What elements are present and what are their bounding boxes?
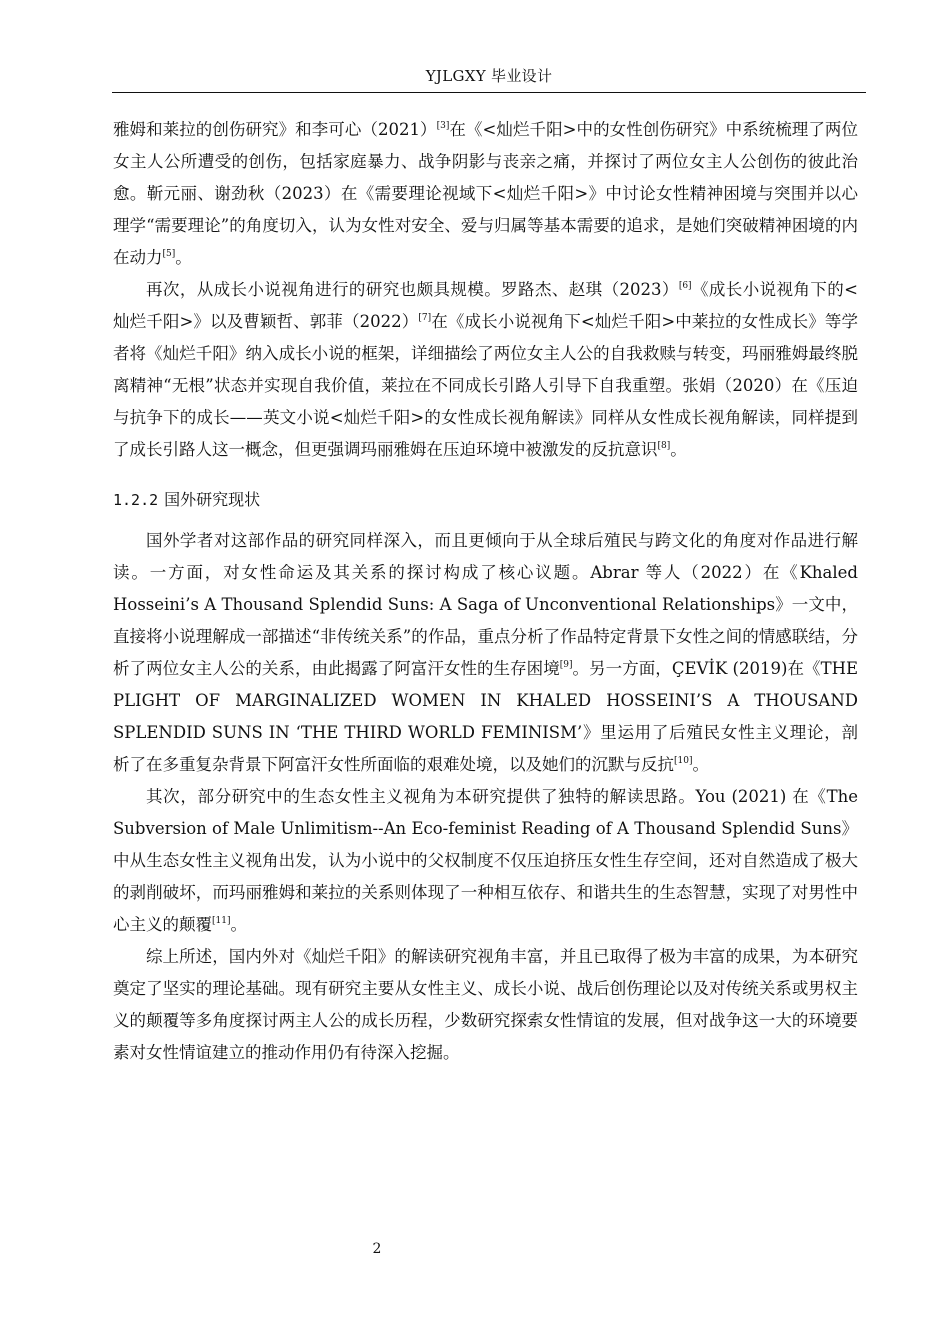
citation-ref: [6] bbox=[678, 281, 692, 291]
paragraph-4: 其次，部分研究中的生态女性主义视角为本研究提供了独特的解读思路。You (2021) 在《The Subversion of Male Unlimitism--An Eco-feminist Reading of A Thousand Splendid Suns》中从生态女性主义视角出发，认为小说中的父权制度不仅压迫挤压女性生存空间，还对自然造成了极大的剥削破坏，而玛丽雅姆和莱拉的关系则体现了一种相互依存、和谐共生的生态智慧，实现了对男性中心主义的颠覆[11]。 bbox=[113, 787, 858, 934]
citation-ref: [10] bbox=[674, 756, 693, 766]
citation-ref: [11] bbox=[212, 916, 231, 926]
body-text bbox=[113, 114, 858, 1069]
citation-ref: [8] bbox=[657, 441, 671, 451]
section-number: 1.2.2 bbox=[113, 491, 159, 509]
page-header: YJLGXY 毕业设计 bbox=[425, 67, 553, 85]
section-heading bbox=[113, 488, 858, 512]
citation-ref: [7] bbox=[418, 313, 432, 323]
paragraph-3: 国外学者对这部作品的研究同样深入，而且更倾向于从全球后殖民与跨文化的角度对作品进行解读。一方面，对女性命运及其关系的探讨构成了核心议题。Abrar 等人（2022）在《Khaled Hosseini’s A Thousand Splendid Suns: A Saga of Unconventional Relationships》一文中，直接将小说理解成一部描述“非传统关系”的作品，重点分析了作品特定背景下女性之间的情感联结，分析了两位女主人公的关系，由此揭露了阿富汗女性的生存困境[9]。另一方面，ÇEVİK (2019)在《THE PLIGHT OF MARGINALIZED WOMEN IN KHALED HOSSEINI’S A THOUSAND SPLENDID SUNS IN ‘THE THIRD WORLD FEMINISM’》里运用了后殖民女性主义理论，剖析了在多重复杂背景下阿富汗女性所面临的艰难处境，以及她们的沉默与反抗[10]。 bbox=[113, 531, 859, 774]
paragraph-1: 雅姆和莱拉的创伤研究》和李可心（2021）[3]在《<灿烂千阳>中的女性创伤研究》中系统梳理了两位女主人公所遭受的创伤，包括家庭暴力、战争阴影与丧亲之痛，并探讨了两位女主人公创伤的彼此治愈。靳元丽、谢劲秋（2023）在《需要理论视域下<灿烂千阳>》中讨论女性精神困境与突围并以心理学“需要理论”的角度切入，认为女性对安全、爱与归属等基本需要的追求，是她们突破精神困境的内在动力[5]。 bbox=[113, 120, 858, 267]
page-number: 2 bbox=[372, 1241, 382, 1257]
paragraph-2: 再次，从成长小说视角进行的研究也颇具规模。罗路杰、赵琪（2023）[6]《成长小说视角下的<灿烂千阳>》以及曹颖哲、郭菲（2022）[7]在《成长小说视角下<灿烂千阳>中莱拉的女性成长》等学者将《灿烂千阳》纳入成长小说的框架，详细描绘了两位女主人公的自我救赎与转变，玛丽雅姆最终脱离精神“无根”状态并实现自我价值，莱拉在不同成长引路人引导下自我重塑。张娟（2020）在《压迫与抗争下的成长——英文小说<灿烂千阳>的女性成长视角解读》同样从女性成长视角解读，同样提到了成长引路人这一概念，但更强调玛丽雅姆在压迫环境中被激发的反抗意识[8]。 bbox=[113, 280, 858, 459]
paragraph-5: 综上所述，国内外对《灿烂千阳》的解读研究视角丰富，并且已取得了极为丰富的成果，为本研究奠定了坚实的理论基础。现有研究主要从女性主义、成长小说、战后创伤理论以及对传统关系或男权主义的颠覆等多角度探讨两主人公的成长历程，少数研究探索女性情谊的发展，但对战争这一大的环境要素对女性情谊建立的推动作用仍有待深入挖掘。 bbox=[113, 947, 858, 1062]
header-rule bbox=[112, 92, 866, 93]
citation-ref: [3] bbox=[436, 121, 450, 131]
citation-ref: [9] bbox=[559, 660, 573, 670]
citation-ref: [5] bbox=[162, 249, 176, 259]
section-title: 国外研究现状 bbox=[164, 490, 261, 509]
